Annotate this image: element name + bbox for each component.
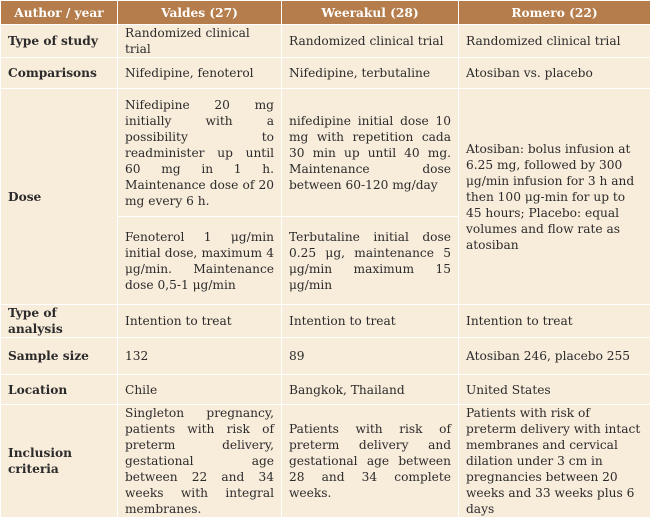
cell-valdes-dose-nifedipine: Nifedipine 20 mg initially with a possibility to readminister up until 60 mg in 1 h. Maintenance dose of 20 mg every 6 h. bbox=[118, 89, 282, 217]
row-inclusion-criteria bbox=[1, 405, 650, 518]
row-comparisons bbox=[1, 58, 650, 89]
cell-weerakul: Randomized clinical trial bbox=[282, 25, 459, 58]
row-label: Type of analysis bbox=[1, 305, 118, 338]
cell-romero: Randomized clinical trial bbox=[459, 25, 650, 58]
cell-valdes-dose-fenoterol: Fenoterol 1 μg/min initial dose, maximum 4 μg/min. Maintenance dose 0,5-1 μg/min bbox=[118, 217, 282, 305]
cell-romero: Intention to treat bbox=[459, 305, 650, 338]
cell-romero: United States bbox=[459, 375, 650, 405]
cell-romero: Atosiban vs. placebo bbox=[459, 58, 650, 89]
row-dose-1 bbox=[1, 89, 650, 217]
header-weerakul: Weerakul (28) bbox=[282, 1, 459, 25]
cell-romero-dose: Atosiban: bolus infusion at 6.25 mg, followed by 300 μg/min infusion for 3 h and then 100 μg-min for up to 45 hours; Placebo: equal volumes and flow rate as atosiban bbox=[459, 89, 650, 305]
row-type-of-analysis bbox=[1, 305, 650, 338]
cell-valdes: Nifedipine, fenoterol bbox=[118, 58, 282, 89]
cell-weerakul: 89 bbox=[282, 338, 459, 375]
cell-valdes: Intention to treat bbox=[118, 305, 282, 338]
row-label: Sample size bbox=[1, 338, 118, 375]
cell-valdes: 132 bbox=[118, 338, 282, 375]
cell-weerakul: Bangkok, Thailand bbox=[282, 375, 459, 405]
row-type-of-study bbox=[1, 25, 650, 58]
cell-valdes: Randomized clinical trial bbox=[118, 25, 282, 58]
row-location bbox=[1, 375, 650, 405]
cell-valdes: Chile bbox=[118, 375, 282, 405]
cell-weerakul: Intention to treat bbox=[282, 305, 459, 338]
cell-romero: Atosiban 246, placebo 255 bbox=[459, 338, 650, 375]
row-sample-size bbox=[1, 338, 650, 375]
cell-weerakul: Nifedipine, terbutaline bbox=[282, 58, 459, 89]
cell-weerakul-dose-nifedipine: nifedipine initial dose 10 mg with repetition cada 30 min up until 40 mg. Maintenance dose between 60-120 mg/day bbox=[282, 89, 459, 217]
header-valdes: Valdes (27) bbox=[118, 1, 282, 25]
header-romero: Romero (22) bbox=[459, 1, 650, 25]
row-label: Inclusion criteria bbox=[1, 405, 118, 518]
header-row bbox=[1, 1, 650, 25]
row-label: Dose bbox=[1, 89, 118, 305]
cell-valdes: Singleton pregnancy, patients with risk of preterm delivery, gestational age between 22 and 34 weeks with integral membranes. bbox=[118, 405, 282, 518]
cell-weerakul-dose-terbutaline: Terbutaline initial dose 0.25 μg, maintenance 5 μg/min maximum 15 μg/min bbox=[282, 217, 459, 305]
row-label: Comparisons bbox=[1, 58, 118, 89]
cell-weerakul: Patients with risk of preterm delivery and gestational age between 28 and 34 complete weeks. bbox=[282, 405, 459, 518]
cell-romero: Patients with risk of preterm delivery with intact membranes and cervical dilation under 3 cm in pregnancies between 20 weeks and 33 weeks plus 6 days bbox=[459, 405, 650, 518]
row-label: Type of study bbox=[1, 25, 118, 58]
row-label: Location bbox=[1, 375, 118, 405]
header-author-year: Author / year bbox=[1, 1, 118, 25]
